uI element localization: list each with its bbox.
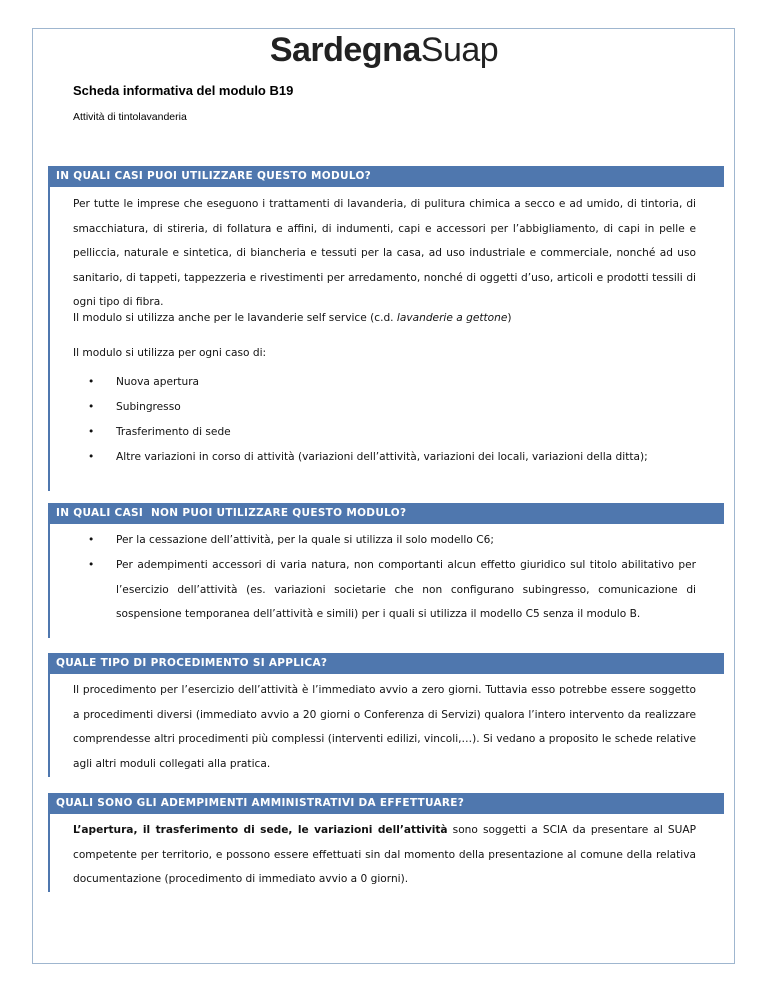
section-1-paragraph-3 — [73, 341, 696, 366]
paragraph-text: Per tutte le imprese che eseguono i trattamenti di lavanderia, di pulitura chimica a secco e ad umido, di tintoria, di smacchiatura, di stireria, di follatura e affini, di indumenti, capi e accessori per l’abbigliamento, di capi in pelle e pelliccia, naturale e sintetica, di biancheria e tessuti per la casa, ad uso industriale e commerciale, nonché ad uso sanitario, di tappeti, tappezzeria e rivestimenti per arredamento, nonché di oggetti d’uso, articoli e prodotti tessili di ogni tipo di fibra. — [73, 198, 696, 309]
list-item — [116, 445, 696, 470]
bold-lead-text: L’apertura, il trasferimento di sede, le variazioni dell’attività — [73, 824, 448, 836]
sardegnasuap-logo — [0, 28, 768, 72]
document-title: Scheda informativa del modulo B19 — [73, 83, 294, 98]
document-subtitle: Attività di tintolavanderia — [73, 111, 187, 123]
bullet-icon: • — [88, 401, 95, 413]
section-3-paragraph-1 — [73, 678, 696, 776]
list-item-text: Nuova apertura — [116, 376, 200, 388]
bullet-icon: • — [88, 559, 95, 571]
paragraph-text: sono soggetti a SCIA da presentare al SUAP competente per territorio, e possono essere effettuati sin dal momento della presentazione al comune della relativa documentazione (procedimento di immediato avvio a 0 giorni). — [73, 824, 696, 886]
section-rule — [48, 674, 50, 777]
paragraph-text: Il procedimento per l’esercizio dell’attività è l’immediato avvio a zero giorni. Tuttavia esso potrebbe essere soggetto a procedimenti diversi (immediato avvio a 20 giorni o Conferenza di Servizi) qualora l’intero intervento da realizzare comprendesse altri procedimenti più complessi (interventi edilizi, vincoli,…). Si vedano a proposito le schede relative agli altri moduli collegati alla pratica. — [73, 684, 696, 770]
bullet-icon: • — [88, 376, 95, 388]
section-rule — [48, 524, 50, 638]
bullet-icon: • — [88, 534, 95, 546]
section-header-procedure-type: QUALE TIPO DI PROCEDIMENTO SI APPLICA? — [48, 653, 724, 674]
list-item-text: Per adempimenti accessori di varia natura, non comportanti alcun effetto giuridico sul titolo abilitativo per l’esercizio dell’attività (es. variazioni societarie che non configurano subingresso, comunicazione di sospensione temporanea dell’attività e simili) per i quali si utilizza il modello C5 senza il modulo B. — [116, 559, 696, 621]
bullet-icon: • — [88, 451, 95, 463]
list-item-text: Subingresso — [116, 401, 181, 413]
logo-light-text: Suap — [420, 31, 499, 69]
section-header-when-to-use: IN QUALI CASI PUOI UTILIZZARE QUESTO MODULO? — [48, 166, 724, 187]
bullet-icon: • — [88, 426, 95, 438]
logo-bold-text: Sardegna — [269, 31, 421, 69]
list-item — [116, 553, 696, 627]
list-item-text: Altre variazioni in corso di attività (variazioni dell’attività, variazioni dei locali, variazioni della ditta); — [116, 451, 648, 463]
section-1-paragraph-2 — [73, 306, 696, 331]
section-1-paragraph-1 — [73, 192, 696, 315]
section-header-administrative-steps: QUALI SONO GLI ADEMPIMENTI AMMINISTRATIVI DA EFFETTUARE? — [48, 793, 724, 814]
list-item-text: Per la cessazione dell’attività, per la quale si utilizza il solo modello C6; — [116, 534, 494, 546]
paragraph-text: ) — [507, 312, 512, 324]
paragraph-text: Il modulo si utilizza per ogni caso di: — [73, 347, 267, 359]
list-item — [116, 370, 696, 395]
italic-term: lavanderie a gettone — [396, 312, 508, 324]
section-rule — [48, 814, 50, 892]
list-item — [116, 528, 696, 553]
list-item — [116, 395, 696, 420]
section-header-when-not-to-use: IN QUALI CASI NON PUOI UTILIZZARE QUESTO MODULO? — [48, 503, 724, 524]
list-item — [116, 420, 696, 445]
paragraph-text: Il modulo si utilizza anche per le lavanderie self service (c.d. — [73, 312, 397, 324]
section-rule — [48, 187, 50, 491]
section-4-paragraph-1 — [73, 818, 696, 892]
list-item-text: Trasferimento di sede — [116, 426, 231, 438]
